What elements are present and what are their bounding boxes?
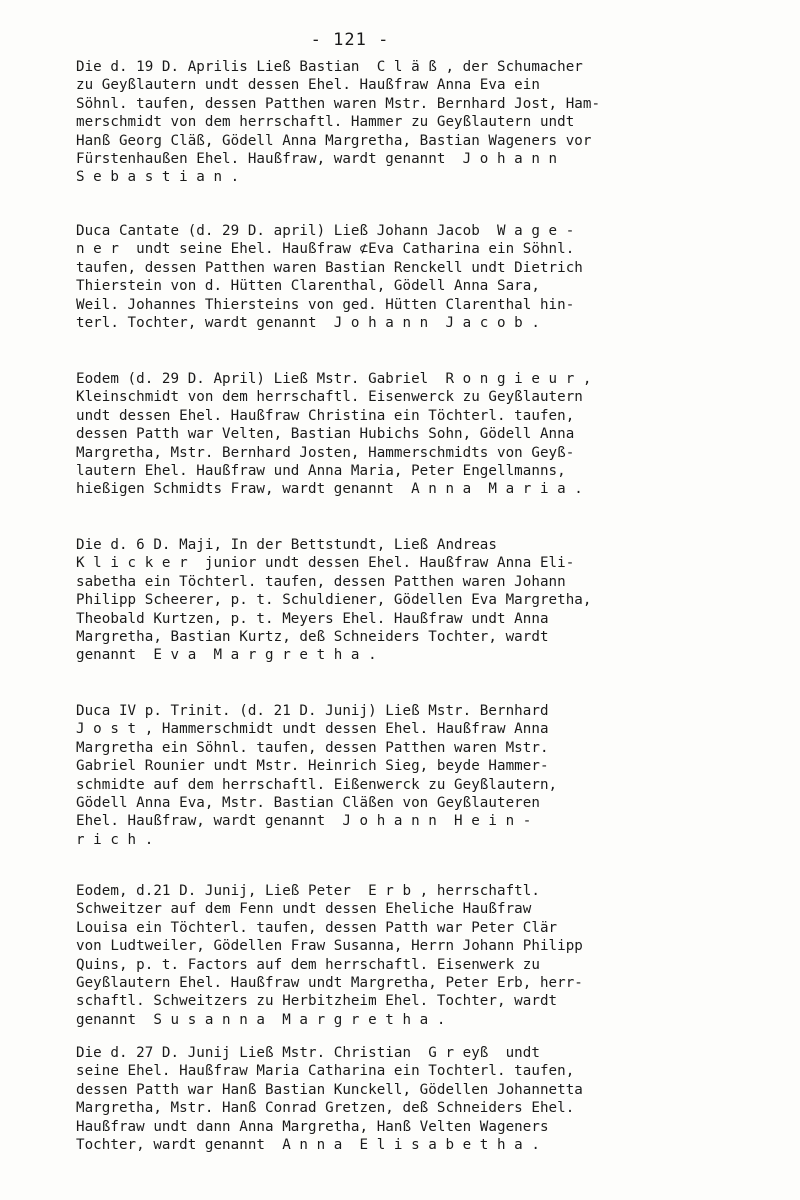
baptism-entry-2 — [76, 222, 776, 332]
entry-line: sabetha ein Töchterl. taufen, dessen Patthen waren Johann — [76, 573, 566, 590]
entry-line: Margretha, Bastian Kurtz, deß Schneiders Tochter, wardt — [76, 628, 549, 645]
entry-line: Hanß Georg Cläß, Gödell Anna Margretha, Bastian Wageners vor — [76, 132, 592, 149]
entry-line: zu Geyßlautern undt dessen Ehel. Haußfraw Anna Eva ein — [76, 77, 540, 94]
entry-line: seine Ehel. Haußfraw Maria Catharina ein Tochterl. taufen, — [76, 1063, 575, 1080]
entry-line: Gabriel Rounier undt Mstr. Heinrich Sieg, beyde Hammer- — [76, 758, 549, 775]
entry-line: n e r undt seine Ehel. Haußfraw ⊄Eva Catharina ein Söhnl. — [76, 241, 575, 258]
entry-line: lautern Ehel. Haußfraw und Anna Maria, Peter Engellmanns, — [76, 462, 566, 479]
entry-line: Ehel. Haußfraw, wardt genannt J o h a n n H e i n - — [76, 813, 532, 830]
entry-line: Margretha, Mstr. Hanß Conrad Gretzen, deß Schneiders Ehel. — [76, 1100, 575, 1117]
entry-line: Eodem (d. 29 D. April) Ließ Mstr. Gabriel R o n g i e u r , — [76, 371, 592, 387]
entry-line: merschmidt von dem herrschaftl. Hammer zu Geyßlautern undt — [76, 114, 575, 131]
entry-line: genannt E v a M a r g r e t h a . — [76, 647, 377, 664]
entry-line: genannt S u s a n n a M a r g r e t h a . — [76, 1011, 446, 1028]
entry-line: Margretha, Mstr. Bernhard Josten, Hammerschmidts von Geyß- — [76, 444, 575, 461]
entry-line: K l i c k e r junior undt dessen Ehel. Haußfraw Anna Eli- — [76, 555, 575, 572]
entry-line: terl. Tochter, wardt genannt J o h a n n J a c o b . — [76, 314, 540, 331]
entry-line: Die d. 19 D. Aprilis Ließ Bastian C l ä ß , der Schumacher — [76, 59, 583, 75]
entry-line: dessen Patth war Velten, Bastian Hubichs Sohn, Gödell Anna — [76, 426, 575, 443]
entry-line: S e b a s t i a n . — [76, 169, 240, 186]
entry-line: Duca IV p. Trinit. (d. 21 D. Junij) Ließ Mstr. Bernhard — [76, 703, 549, 719]
entry-line: Thierstein von d. Hütten Clarenthal, Gödell Anna Sara, — [76, 278, 540, 295]
entry-line: von Ludtweiler, Gödellen Fraw Susanna, Herrn Johann Philipp — [76, 938, 583, 955]
entry-line: Kleinschmidt von dem herrschaftl. Eisenwerck zu Geyßlautern — [76, 389, 583, 406]
entry-line: Margretha ein Söhnl. taufen, dessen Patthen waren Mstr. — [76, 739, 549, 756]
entry-line: Gödell Anna Eva, Mstr. Bastian Cläßen von Geyßlauteren — [76, 794, 540, 811]
entry-line: Theobald Kurtzen, p. t. Meyers Ehel. Haußfraw undt Anna — [76, 610, 549, 627]
baptism-entry-3 — [76, 370, 776, 499]
page-number: - 121 - — [310, 30, 390, 50]
entry-line: Quins, p. t. Factors auf dem herrschaftl. Eisenwerk zu — [76, 956, 540, 973]
entry-line: Louisa ein Töchterl. taufen, dessen Patth war Peter Clär — [76, 919, 558, 936]
entry-line: Philipp Scheerer, p. t. Schuldiener, Gödellen Eva Margretha, — [76, 592, 592, 609]
entry-line: Duca Cantate (d. 29 D. april) Ließ Johann Jacob W a g e - — [76, 223, 575, 239]
entry-line: r i c h . — [76, 831, 154, 848]
baptism-entry-7 — [76, 1044, 776, 1154]
entry-line: Haußfraw undt dann Anna Margretha, Hanß Velten Wageners — [76, 1118, 549, 1135]
entry-line: schaftl. Schweitzers zu Herbitzheim Ehel. Tochter, wardt — [76, 993, 558, 1010]
entry-line: Die d. 6 D. Maji, In der Bettstundt, Ließ Andreas — [76, 537, 497, 553]
entry-line: Eodem, d.21 D. Junij, Ließ Peter E r b , herrschaftl. — [76, 883, 540, 899]
entry-line: Söhnl. taufen, dessen Patthen waren Mstr. Bernhard Jost, Ham- — [76, 95, 601, 112]
baptism-entry-5 — [76, 702, 776, 849]
entry-line: Geyßlautern Ehel. Haußfraw undt Margretha, Peter Erb, herr- — [76, 974, 583, 991]
baptism-entry-1 — [76, 58, 776, 187]
entry-line: Weil. Johannes Thiersteins von ged. Hütten Clarenthal hin- — [76, 296, 575, 313]
entry-line: Die d. 27 D. Junij Ließ Mstr. Christian G r eyß undt — [76, 1045, 540, 1061]
entry-line: taufen, dessen Patthen waren Bastian Renckell undt Dietrich — [76, 259, 583, 276]
entry-line: dessen Patth war Hanß Bastian Kunckell, Gödellen Johannetta — [76, 1081, 583, 1098]
entry-line: J o s t , Hammerschmidt undt dessen Ehel. Haußfraw Anna — [76, 721, 549, 738]
entry-line: hießigen Schmidts Fraw, wardt genannt A n n a M a r i a . — [76, 481, 583, 498]
baptism-entry-4 — [76, 536, 776, 665]
entry-line: Schweitzer auf dem Fenn undt dessen Eheliche Haußfraw — [76, 901, 532, 918]
entry-line: Fürstenhaußen Ehel. Haußfraw, wardt genannt J o h a n n — [76, 150, 558, 167]
entry-line: schmidte auf dem herrschaftl. Eißenwerck zu Geyßlautern, — [76, 776, 558, 793]
entry-line: Tochter, wardt genannt A n n a E l i s a b e t h a . — [76, 1136, 540, 1153]
baptism-entry-6 — [76, 882, 776, 1029]
entry-line: undt dessen Ehel. Haußfraw Christina ein Töchterl. taufen, — [76, 407, 575, 424]
